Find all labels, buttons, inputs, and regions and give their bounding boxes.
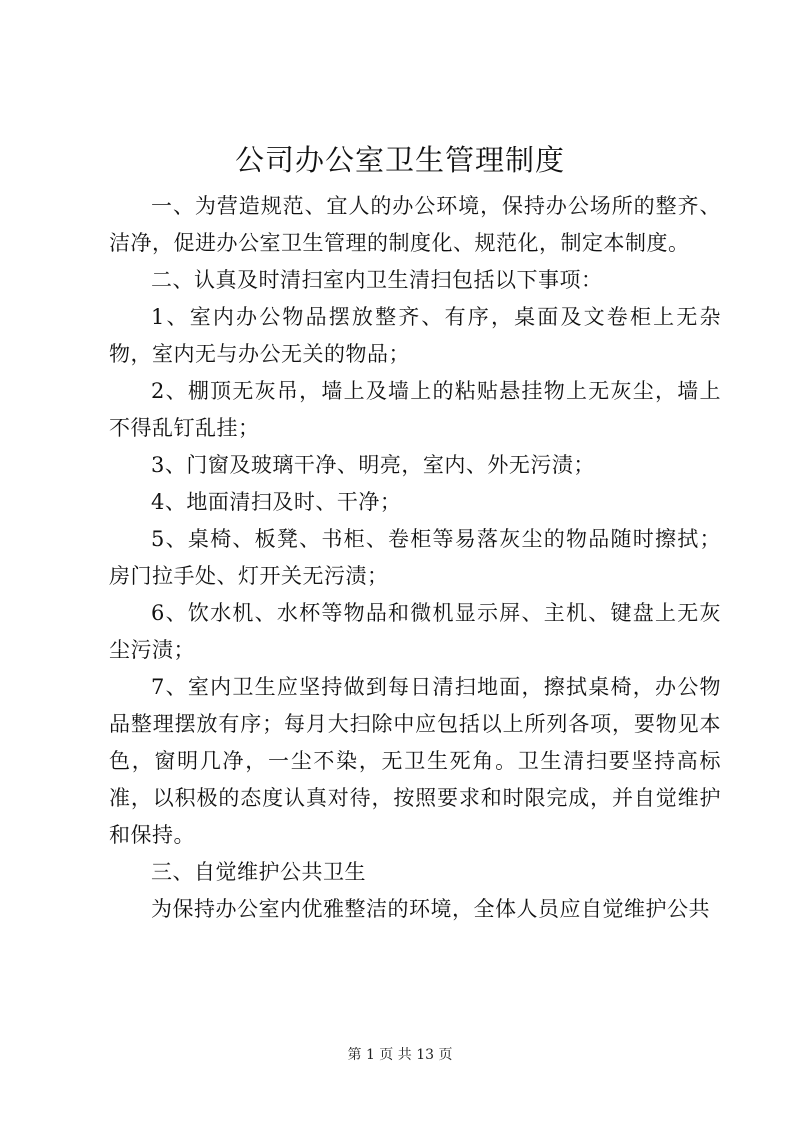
section-heading-public: 三、自觉维护公共卫生 [151, 860, 366, 884]
page-number-footer: 第 1 页 共 13 页 [347, 1047, 453, 1063]
list-item-7: 7、室内卫生应坚持做到每日清扫地面，擦拭桌椅，办公物品整理摆放有序；每月大扫除中应包括以上所列各项，要物见本色，窗明几净，一尘不染，无卫生死角。卫生清扫要坚持高标准，以积极的态度认真对待，按照要求和时限完成，并自觉维护和保持。 [109, 675, 721, 847]
list-item-6: 6、饮水机、水杯等物品和微机显示屏、主机、键盘上无灰尘污渍； [109, 601, 721, 662]
list-item-1: 1、室内办公物品摆放整齐、有序，桌面及文卷柜上无杂物，室内无与办公无关的物品； [109, 305, 721, 366]
paragraph-purpose: 一、为营造规范、宜人的办公环境，保持办公场所的整齐、洁净，促进办公室卫生管理的制度化、规范化，制定本制度。 [109, 194, 721, 255]
section-heading-cleaning: 二、认真及时清扫室内卫生清扫包括以下事项： [151, 268, 603, 292]
list-item-3: 3、门窗及玻璃干净、明亮，室内、外无污渍； [151, 453, 595, 477]
list-item-5: 5、桌椅、板凳、书柜、卷柜等易落灰尘的物品随时擦拭；房门拉手处、灯开关无污渍； [109, 527, 721, 588]
document-body [109, 188, 721, 928]
paragraph-public-hygiene: 为保持办公室内优雅整洁的环境，全体人员应自觉维护公共 [151, 897, 710, 921]
list-item-2: 2、棚顶无灰吊，墙上及墙上的粘贴悬挂物上无灰尘，墙上不得乱钉乱挂； [109, 379, 721, 440]
list-item-4: 4、地面清扫及时、干净； [151, 490, 402, 514]
document-title: 公司办公室卫生管理制度 [234, 143, 565, 177]
